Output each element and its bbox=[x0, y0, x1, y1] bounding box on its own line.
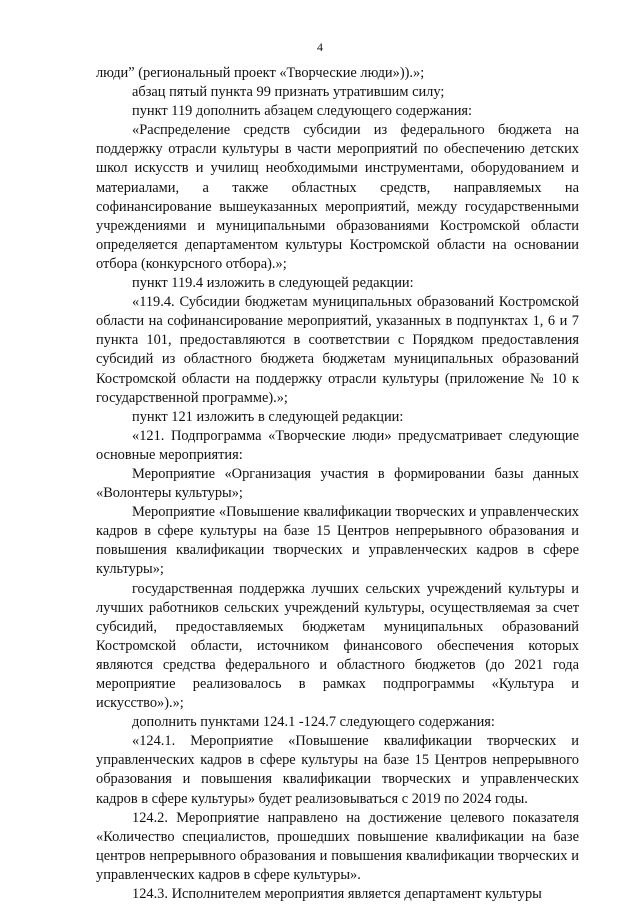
paragraph-5: пункт 119.4 изложить в следующей редакции: bbox=[132, 275, 414, 292]
paragraph-11: государственная поддержка лучших сельских учреждений культуры и лучших работников сельских учреждений культуры, осуществляемая за счет субсидий, предоставляемых бюджетам муниципальных образований Костромской области, источником финансового обеспечения которых являются средства федерального и областного бюджетов (до 2021 года мероприятие реализовалось в рамках подпрограммы «Культура и искусство»).»; bbox=[96, 580, 579, 712]
paragraph-6: «119.4. Субсидии бюджетам муниципальных образований Костромской области на софинансирование мероприятий, указанных в подпунктах 1, 6 и 7 пункта 101, предоставляются в соответствии с Порядком предоставления субсидий из областного бюджета бюджетам муниципальных образований Костромской области на поддержку отрасли культуры (приложение № 10 к государственной программе).»; bbox=[96, 294, 579, 406]
paragraph-1: людиˮ (региональный проект «Творческие люди»)).»; bbox=[96, 65, 425, 81]
paragraph-7: пункт 121 изложить в следующей редакции: bbox=[132, 408, 404, 425]
paragraph-4: «Распределение средств субсидии из федерального бюджета на поддержку отрасли культуры в части мероприятий по обеспечению детских школ искусств и училищ необходимыми инструментами, оборудованием и материалами, а также областных средств, направляемых на софинансирование вышеуказанных мероприятий, между государственными учреждениями и муниципальными образованиями Костромской области определяется департаментом культуры Костромской области на основании отбора (конкурсного отбора).»; bbox=[96, 122, 579, 272]
paragraph-14: 124.2. Мероприятие направлено на достижение целевого показателя «Количество специалистов, прошедших повышение квалификации на базе центров непрерывного образования и повышения квалификации творческих и управленческих кадров в сфере культуры». bbox=[96, 809, 579, 883]
paragraph-10: Мероприятие «Повышение квалификации творческих и управленческих кадров в сфере культуры на базе 15 Центров непрерывного образования и повышения квалификации творческих и управленческих кадров в сфере культуры»; bbox=[96, 504, 579, 578]
paragraph-2: абзац пятый пункта 99 признать утратившим силу; bbox=[132, 84, 445, 101]
document-body bbox=[96, 64, 579, 904]
page-number: 4 bbox=[317, 40, 323, 54]
paragraph-15: 124.3. Исполнителем мероприятия является департамент культуры bbox=[132, 886, 542, 903]
paragraph-12: дополнить пунктами 124.1 -124.7 следующего содержания: bbox=[132, 714, 495, 731]
paragraph-13: «124.1. Мероприятие «Повышение квалификации творческих и управленческих кадров в сфере культуры на базе 15 Центров непрерывного образования и повышения квалификации творческих и управленческих кадров в сфере культуры» будет реализовываться с 2019 по 2024 годы. bbox=[96, 733, 579, 807]
paragraph-3: пункт 119 дополнить абзацем следующего содержания: bbox=[132, 103, 473, 120]
paragraph-8: «121. Подпрограмма «Творческие люди» предусматривает следующие основные мероприятия: bbox=[96, 427, 579, 463]
paragraph-9: Мероприятие «Организация участия в формировании базы данных «Волонтеры культуры»; bbox=[96, 465, 579, 502]
